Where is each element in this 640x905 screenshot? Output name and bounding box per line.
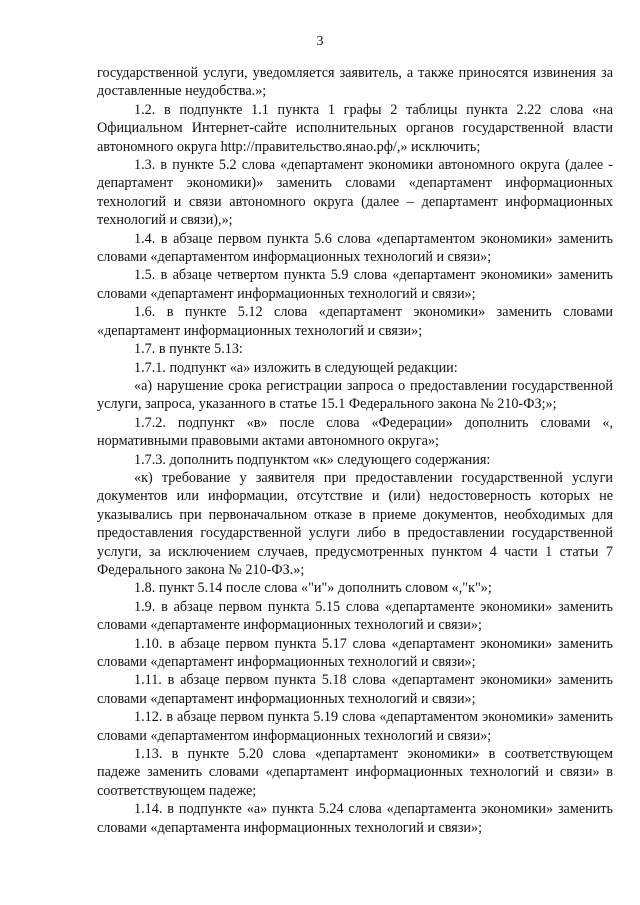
paragraph-1-11: 1.11. в абзаце первом пункта 5.18 слова «департамент экономики» заменить словами «департамент информационных технологий и связи»;: [97, 672, 613, 707]
document-body: [97, 64, 613, 837]
paragraph-1-14: 1.14. в подпункте «а» пункта 5.24 слова «департамента экономики» заменить словами «департамента информационных технологий и связи»;: [97, 801, 613, 836]
paragraph-quote-k: «к) требование у заявителя при предоставлении государственной услуги документов или информации, отсутствие и (или) недостоверность которых не указывались при первоначальном отказе в приеме документов, необходимых для предоставления государственной услуги либо в предоставлении государственной услуги, за исключением случаев, предусмотренных пунктом 4 части 1 статьи 7 Федерального закона № 210-ФЗ.»;: [97, 469, 613, 578]
paragraph-1-12: 1.12. в абзаце первом пункта 5.19 слова «департаментом экономики» заменить словами «департаментом информационных технологий и связи»;: [97, 709, 613, 744]
paragraph-1-7-3: 1.7.3. дополнить подпунктом «к» следующего содержания:: [134, 451, 491, 468]
paragraph-1-13: 1.13. в пункте 5.20 слова «департамент экономики» в соответствующем падеже заменить словами «департамент информационных технологий и связи» в соответствующем падеже;: [97, 746, 613, 799]
paragraph-1-7-1: 1.7.1. подпункт «а» изложить в следующей редакции:: [134, 359, 458, 376]
paragraph-1-6: 1.6. в пункте 5.12 слова «департамент экономики» заменить словами «департамент информационных технологий и связи»;: [97, 304, 613, 339]
paragraph-continuation: государственной услуги, уведомляется заявитель, а также приносятся извинения за доставленные неудобства.»;: [97, 65, 613, 100]
paragraph-1-2: 1.2. в подпункте 1.1 пункта 1 графы 2 таблицы пункта 2.22 слова «на Официальном Интернет-сайте исполнительных органов государственной власти автономного округа http://правительство.янао.рф/,» исключить;: [97, 101, 613, 155]
paragraph-1-7: 1.7. в пункте 5.13:: [134, 341, 243, 358]
paragraph-1-3: 1.3. в пункте 5.2 слова «департамент экономики автономного округа (далее - департамент экономики)» заменить словами «департамент информационных технологий и связи автономного округа (далее – департамент информационных технологий и связи),»;: [97, 157, 613, 229]
paragraph-1-5: 1.5. в абзаце четвертом пункта 5.9 слова «департамент экономики» заменить словами «департамент информационных технологий и связи»;: [97, 267, 613, 302]
paragraph-1-8: 1.8. пункт 5.14 после слова «"и"» дополнить словом «,"к"»;: [134, 580, 492, 597]
paragraph-1-4: 1.4. в абзаце первом пункта 5.6 слова «департаментом экономики» заменить словами «департаментом информационных технологий и связи»;: [97, 230, 613, 266]
paragraph-1-10: 1.10. в абзаце первом пункта 5.17 слова «департамент экономики» заменить словами «департамент информационных технологий и связи»;: [97, 635, 613, 670]
paragraph-1-7-2: 1.7.2. подпункт «в» после слова «Федерации» дополнить словами «, нормативными правовыми актами автономного округа»;: [97, 414, 613, 450]
paragraph-1-9: 1.9. в абзаце первом пункта 5.15 слова «департаменте экономики» заменить словами «департаменте информационных технологий и связи»;: [97, 598, 613, 634]
page-number: 3: [316, 34, 324, 49]
paragraph-quote-a: «а) нарушение срока регистрации запроса о предоставлении государственной услуги, запроса, указанного в статье 15.1 Федерального закона № 210-ФЗ;»;: [97, 377, 613, 413]
